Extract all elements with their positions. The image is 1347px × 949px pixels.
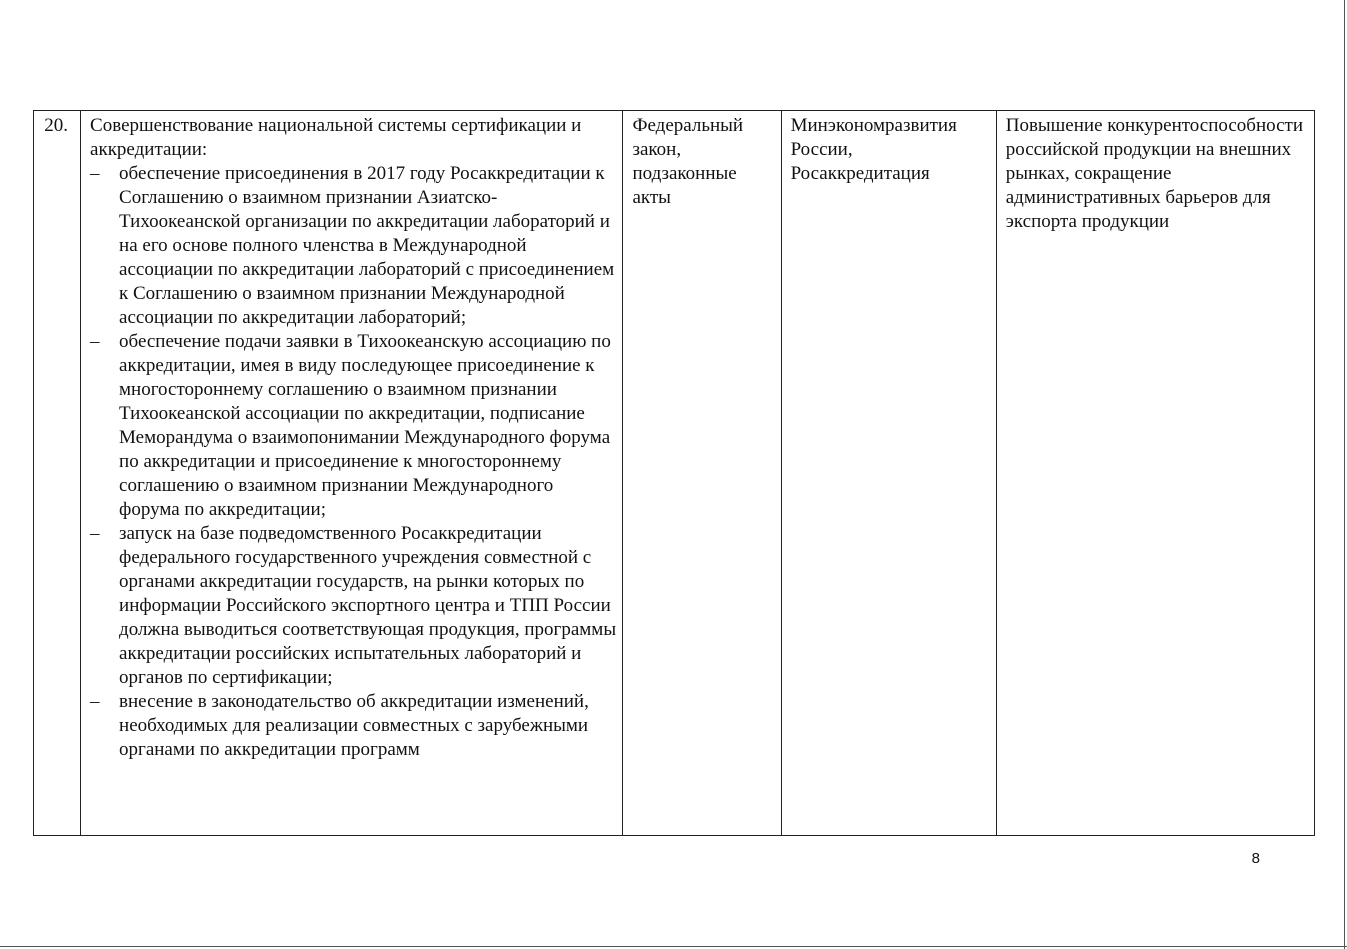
table-row (34, 111, 1315, 836)
list-item: – обеспечение подачи заявки в Тихоокеанскую ассоциацию по аккредитации, имея в виду последующее присоединение к многостороннему соглашению о взаимном признании Тихоокеанской ассоциации по аккредитации, подписание Меморандума о взаимопонимании Международного форума по аккредитации и присоединение к многостороннему соглашению о взаимном признании Международного форума по аккредитации; (90, 330, 616, 522)
measure-description (81, 111, 623, 836)
list-item: – внесение в законодательство об аккредитации изменений, необходимых для реализации совместных с зарубежными органами по аккредитации программ (90, 690, 616, 762)
measure-items-list (90, 162, 616, 762)
act-type-cell: Федеральный закон, подзаконные акты (623, 111, 781, 836)
list-item: – запуск на базе подведомственного Росаккредитации федерального государственного учреждения совместной с органами аккредитации государств, на рынки которых по информации Российского экспортного центра и ТПП России должна выводиться соответствующая продукция, программы аккредитации российских испытательных лабораторий и органов по сертификации; (90, 522, 616, 690)
page-number: 8 (1251, 850, 1260, 867)
measure-title: Совершенствование национальной системы сертификации и аккредитации: (90, 115, 582, 160)
page-edge-bottom (0, 946, 1347, 947)
responsible-cell: Минэкономразвития России, Росаккредитация (781, 111, 996, 836)
result-cell: Повышение конкурентоспособности российской продукции на внешних рынках, сокращение административных барьеров для экспорта продукции (996, 111, 1314, 836)
list-item: – обеспечение присоединения в 2017 году Росаккредитации к Соглашению о взаимном признании Азиатско-Тихоокеанской организации по аккредитации лабораторий и на его основе полного членства в Международной ассоциации по аккредитации лабораторий с присоединением к Соглашению о взаимном признании Международной ассоциации по аккредитации лабораторий; (90, 162, 616, 330)
row-number: 20. (34, 111, 81, 836)
page-edge-right (1344, 0, 1345, 949)
measures-table (33, 110, 1315, 836)
